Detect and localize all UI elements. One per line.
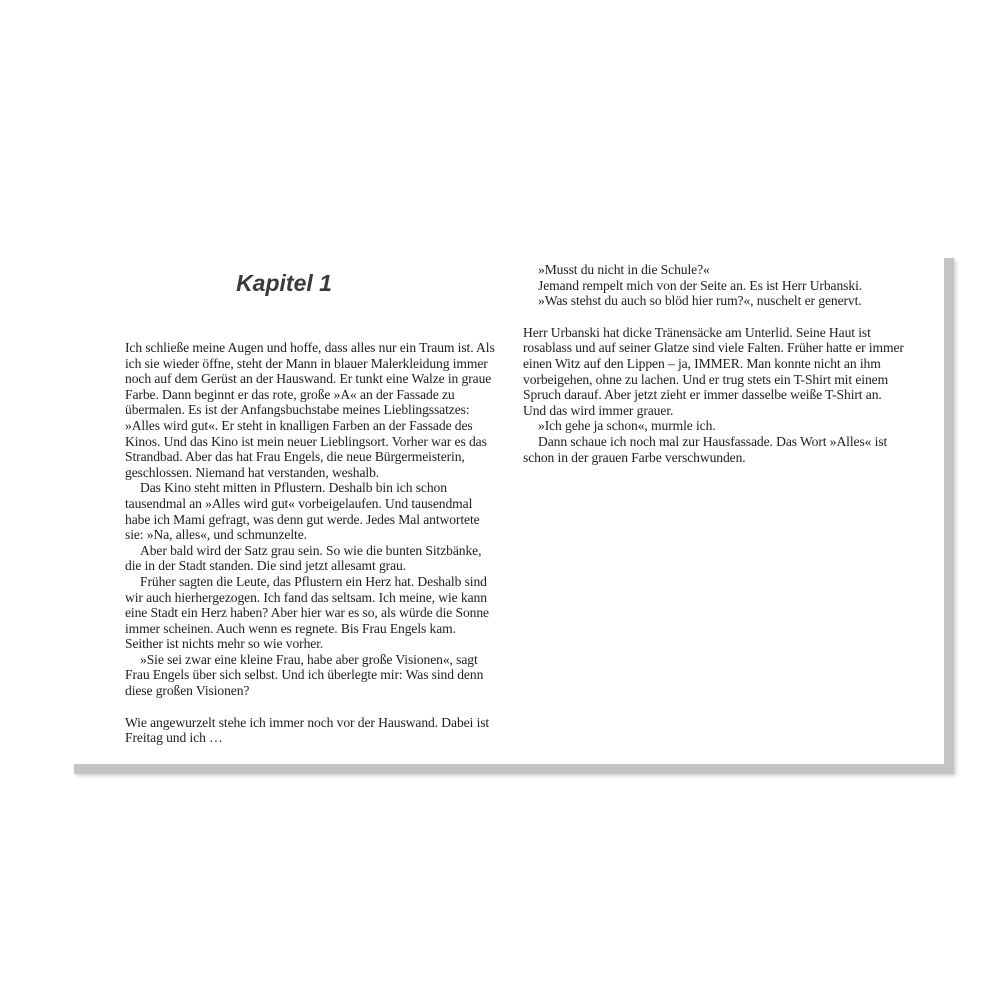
- paragraph: »Ich gehe ja schon«, murmle ich.: [538, 418, 716, 434]
- paragraph: Herr Urbanski hat dicke Tränensäcke am Unterlid. Seine Haut ist rosablass und auf seiner Glatze sind viele Falten. Früher hatte er immer einen Witz auf den Lippen – ja, IMMER. Man konnte nicht an ihm vorbeigehen, ohne zu lachen. Und er trug stets ein T-Shirt mit einem Spruch darauf. Aber jetzt zieht er immer dasselbe weiße T-Shirt an. Und das wird immer grauer.: [523, 324, 904, 418]
- paragraph: Das Kino steht mitten in Pflustern. Deshalb bin ich schon tausendmal an »Alles wird gut« vorbeigelaufen. Und tausendmal habe ich Mami gefragt, was denn gut werde. Jedes Mal antwortete sie: »Na, alles«, und schmunzelte.: [125, 480, 480, 543]
- left-page-text: [125, 340, 497, 746]
- book-spread: [64, 248, 944, 764]
- left-page: [64, 248, 504, 764]
- paragraph: Jemand rempelt mich von der Seite an. Es ist Herr Urbanski.: [538, 277, 863, 293]
- paragraph: Ich schließe meine Augen und hoffe, dass alles nur ein Traum ist. Als ich sie wieder öffne, steht der Mann in blauer Malerkleidung immer noch auf dem Gerüst an der Hauswand. Er tunkt eine Walze in graue Farbe. Dann beginnt er das rote, große »A« an der Fassade zu übermalen. Es ist der Anfangsbuchstabe meines Lieblingssatzes: »Alles wird gut«. Er steht in knalligen Farben an der Fassade des Kinos. Und das Kino ist mein neuer Lieblingsort. Vorher war es das Strandbad. Aber das hat Frau Engels, die neue Bürgermeisterin, geschlossen. Niemand hat verstanden, weshalb.: [125, 340, 495, 480]
- paragraph: Dann schaue ich noch mal zur Hausfassade. Das Wort »Alles« ist schon in der grauen Farbe verschwunden.: [523, 433, 888, 465]
- paragraph: »Musst du nicht in die Schule?«: [538, 262, 710, 277]
- chapter-title: Kapitel 1: [236, 270, 332, 296]
- paragraph: »Sie sei zwar eine kleine Frau, habe aber große Visionen«, sagt Frau Engels über sich selbst. Und ich überlegte mir: Was sind denn diese großen Visionen?: [125, 651, 484, 699]
- right-page-text: [523, 262, 908, 465]
- paragraph: Früher sagten die Leute, das Pflustern ein Herz hat. Deshalb sind wir auch hierhergezogen. Ich fand das seltsam. Ich meine, wie kann eine Stadt ein Herz haben? Aber hier war es so, als würde die Sonne immer scheinen. Auch wenn es regnete. Bis Frau Engels kam. Seither ist nichts mehr so wie vorher.: [125, 573, 489, 652]
- right-page: [504, 248, 944, 764]
- paragraph: »Was stehst du auch so blöd hier rum?«, nuschelt er genervt.: [538, 293, 862, 309]
- paragraph: Wie angewurzelt stehe ich immer noch vor der Hauswand. Dabei ist Freitag und ich …: [125, 714, 490, 746]
- paragraph: Aber bald wird der Satz grau sein. So wie die bunten Sitzbänke, die in der Stadt standen. Die sind jetzt allesamt grau.: [125, 542, 482, 574]
